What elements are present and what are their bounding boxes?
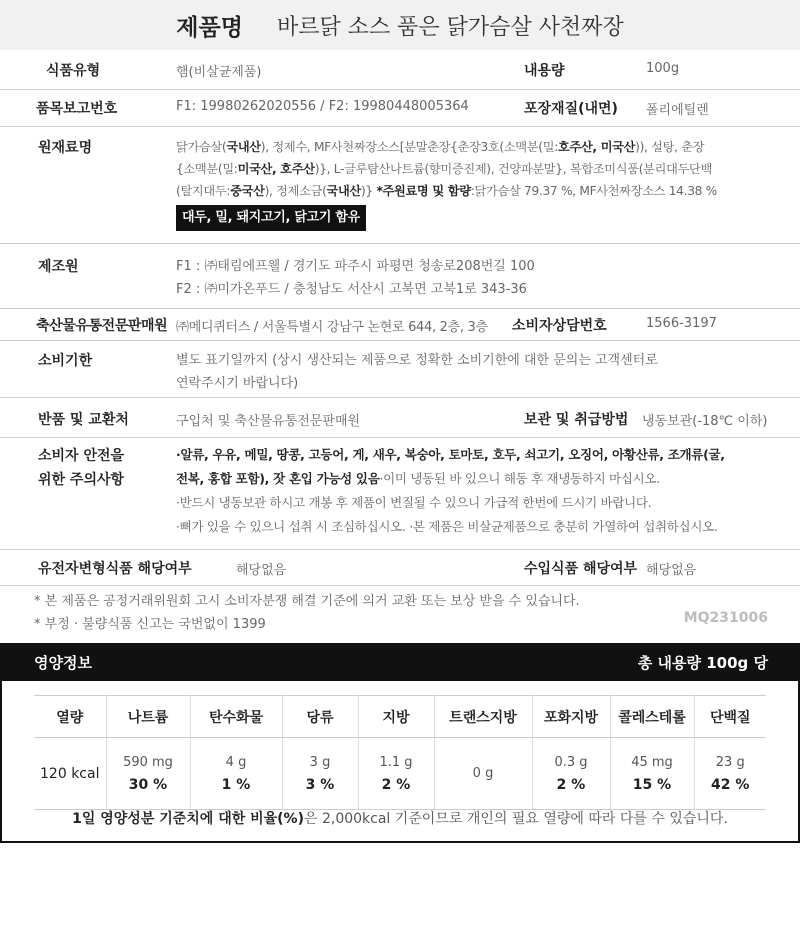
divider [0,585,800,586]
notices [34,590,580,636]
packaging-value: 폴리에틸렌 [646,103,709,118]
safety-notice-text: ·알류, 우유, 메밀, 땅콩, 고등어, 게, 새우, 복숭아, 토마토, 호두, 쇠고기, 오징어, 아황산류, 조개류(굴, 전복, 홍합 포함), 잣 혼입 가능성 있음·이미 냉동된 바 있으니 해동 후 재냉동하지 마십시오. ·반드시 냉동보관 하시고 개봉 후 제품이 변질될 수 있으니 가급적 한번에 드시기 바랍니다. ·뼈가 있을 수 있으니 섭취 시 조심하십시오. ·본 제품은 비살균제품으로 충분히 가열하여 섭취하십시오. [176,447,725,534]
row-manufacturer [0,244,800,309]
carbs-cell: 4 g 1 % [190,738,282,810]
nutrient-header: 당류 [282,696,358,738]
nutrient-header: 포화지방 [532,696,610,738]
report-number-value: F1: 19980262020556 / F2: 19980448005364 [176,99,469,114]
net-content-label: 내용량 [524,63,565,79]
manufacturer-label: 제조원 [38,259,79,275]
fat-cell: 1.1 g 2 % [358,738,434,810]
seller-label: 축산물유통전문판매원 [36,318,168,334]
sugar-cell: 3 g 3 % [282,738,358,810]
gmo-value: 해당없음 [236,563,287,578]
nutrition-header-row [34,696,766,738]
imported-label: 수입식품 해당여부 [524,561,638,577]
protein-cell: 23 g 42 % [694,738,766,810]
nutrition-value-row [34,738,766,810]
ingredients-text: 닭가슴살(국내산), 정제수, MF사천짜장소스[분말춘장{춘장3호(소맥분(밀:호주산, 미국산)), 설탕, 춘장 {소맥분(밀:미국산, 호주산)}, L-글루탐산나트륨(향미증진제), 건양파분말}, 복합조미식품(분리대두단백 (탈지대두:중국산), 정제소금(국내산)} *주원료명 및 함량:닭가슴살 79.37 %, MF사천짜장소스 14.38 % 대두, 밀, 돼지고기, 닭고기 함유 [176,136,717,231]
gmo-label: 유전자변형식품 해당여부 [38,561,192,577]
expiry-label: 소비기한 [38,353,93,369]
sat-fat-cell: 0.3 g 2 % [532,738,610,810]
food-type-label: 식품유형 [46,63,101,79]
nutrient-header: 단백질 [694,696,766,738]
cholesterol-cell: 45 mg 15 % [610,738,694,810]
product-title-bar [0,0,800,50]
consumer-hotline-label: 소비자상담번호 [512,318,607,334]
product-code: MQ231006 [683,610,768,626]
storage-label: 보관 및 취급방법 [524,412,629,428]
storage-value: 냉동보관(-18℃ 이하) [642,414,768,429]
daily-value-footnote: 1일 영양성분 기준치에 대한 비율(%)은 2,000kcal 기준이므로 개인의 필요 열량에 따라 다를 수 있습니다. [72,811,728,827]
row-report-number [0,90,800,127]
ingredients-label: 원재료명 [38,140,93,156]
returns-value: 구입처 및 축산물유통전문판매원 [176,414,361,429]
allergen-badge: 대두, 밀, 돼지고기, 닭고기 함유 [176,205,366,231]
returns-label: 반품 및 교환처 [38,412,129,428]
nutrient-header: 콜레스테롤 [610,696,694,738]
nutrient-header: 열량 [34,696,106,738]
manufacturer-value: F1 : ㈜태림에프웰 / 경기도 파주시 파평면 청송로208번길 100 F2 : ㈜미가온푸드 / 충청남도 서산시 고북면 고북1로 343-36 [176,259,535,297]
consumer-hotline-value: 1566-3197 [646,316,717,331]
sodium-cell: 590 mg 30 % [106,738,190,810]
nutrient-header: 탄수화물 [190,696,282,738]
trans-fat-cell: 0 g [434,738,532,810]
nutrient-header: 지방 [358,696,434,738]
expiry-value: 별도 표기일까지 (상시 생산되는 제품으로 정확한 소비기한에 대한 문의는 고객센터로 연락주시기 바랍니다) [176,353,658,391]
nutrition-table [34,695,766,810]
notice-compensation: * 본 제품은 공정거래위원회 고시 소비자분쟁 해결 기준에 의거 교환 또는 보상 받을 수 있습니다. [34,594,580,609]
row-expiry [0,341,800,398]
nutrition-title: 영양정보 [34,654,92,672]
nutrient-header: 트랜스지방 [434,696,532,738]
imported-value: 해당없음 [646,563,697,578]
nutrition-header [0,643,800,681]
nutrient-header: 나트륨 [106,696,190,738]
seller-value: ㈜메디퀴터스 / 서울특별시 강남구 논현로 644, 2층, 3층 [176,320,488,335]
safety-notice-label: 소비자 안전을 위한 주의사항 [38,448,125,488]
report-number-label: 품목보고번호 [36,101,118,117]
calories-cell: 120 kcal [34,738,106,810]
row-safety-notice [0,438,800,550]
packaging-label: 포장재질(내면) [524,101,618,117]
row-seller [0,309,800,341]
nutrition-serving: 총 내용량 100g 당 [637,654,768,672]
row-food-type [0,50,800,90]
row-returns [0,398,800,438]
row-ingredients [0,127,800,244]
notice-report-hotline: * 부정 · 불량식품 신고는 국번없이 1399 [34,617,266,632]
net-content-value: 100g [646,61,680,76]
product-name: 바르닭 소스 품은 닭가슴살 사천짜장 [276,14,624,40]
product-name-label: 제품명 [176,14,243,41]
row-gmo [0,550,800,585]
food-type-value: 햄(비살균제품) [176,65,262,80]
